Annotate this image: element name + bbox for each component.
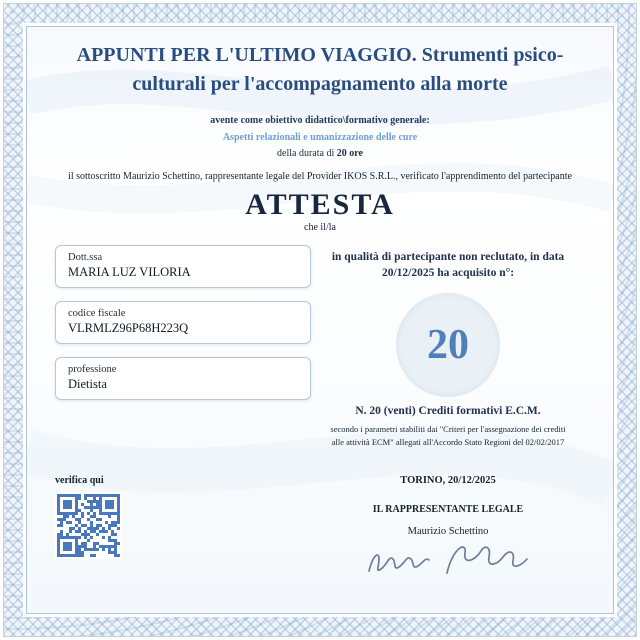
attests-heading: ATTESTA	[245, 187, 395, 221]
signature-block	[311, 475, 585, 588]
duration-value: 20 ore	[336, 148, 363, 159]
credits-line: N. 20 (venti) Crediti formativi E.C.M.	[355, 404, 541, 417]
footer-row	[47, 475, 593, 588]
field-profession-label: professione	[68, 363, 117, 375]
field-fiscal-code-value: VLRMLZ96P68H223Q	[68, 320, 189, 335]
credits-number: 20	[427, 321, 469, 368]
field-profession	[55, 357, 311, 400]
field-fiscal-code-label: codice fiscale	[68, 307, 126, 319]
verify-block	[55, 475, 311, 559]
main-columns	[47, 245, 593, 450]
participant-fields	[55, 245, 311, 450]
field-name-value: MARIA LUZ VILORIA	[68, 264, 191, 279]
field-name	[55, 245, 311, 288]
field-name-label: Dott.ssa	[68, 251, 103, 263]
signature-icon	[363, 539, 533, 583]
declaration-text: il sottoscritto Maurizio Schettino, rappresentante legale del Provider IKOS S.R.L., verificato l'apprendimento del partecipante	[68, 170, 572, 182]
participation-text: in qualità di partecipante non reclutato, in data 20/12/2025 ha acquisito n°:	[331, 250, 565, 279]
field-profession-value: Dietista	[68, 376, 107, 391]
certificate-title: APPUNTI PER L'ULTIMO VIAGGIO. Strumenti psico-culturali per l'accompagnamento alla morte	[76, 44, 564, 95]
legal-rep-label: IL RAPPRESENTANTE LEGALE	[372, 504, 524, 516]
qr-code	[55, 492, 122, 559]
legal-rep-name: Maurizio Schettino	[407, 526, 489, 538]
verify-label: verifica qui	[55, 475, 104, 487]
certificate-body	[26, 26, 614, 614]
duration-prefix: della durata di	[277, 148, 335, 159]
credits-panel	[311, 245, 585, 450]
field-fiscal-code	[55, 301, 311, 344]
attests-subject: che il/la	[304, 221, 336, 233]
criteria-text: secondo i parametri stabiliti dai "Criteri per l'assegnazione dei crediti alle attività ECM" allegati all'Accordo Stato Regioni del 02/02/2017	[330, 423, 566, 447]
objective-label: avente come obiettivo didattico\formativo generale:	[210, 115, 430, 126]
duration-line	[47, 146, 593, 163]
objective-value: Aspetti relazionali e umanizzazione delle cure	[222, 131, 418, 143]
course-meta	[47, 113, 593, 163]
place-date: TORINO, 20/12/2025	[400, 475, 496, 487]
credits-badge	[396, 293, 500, 397]
